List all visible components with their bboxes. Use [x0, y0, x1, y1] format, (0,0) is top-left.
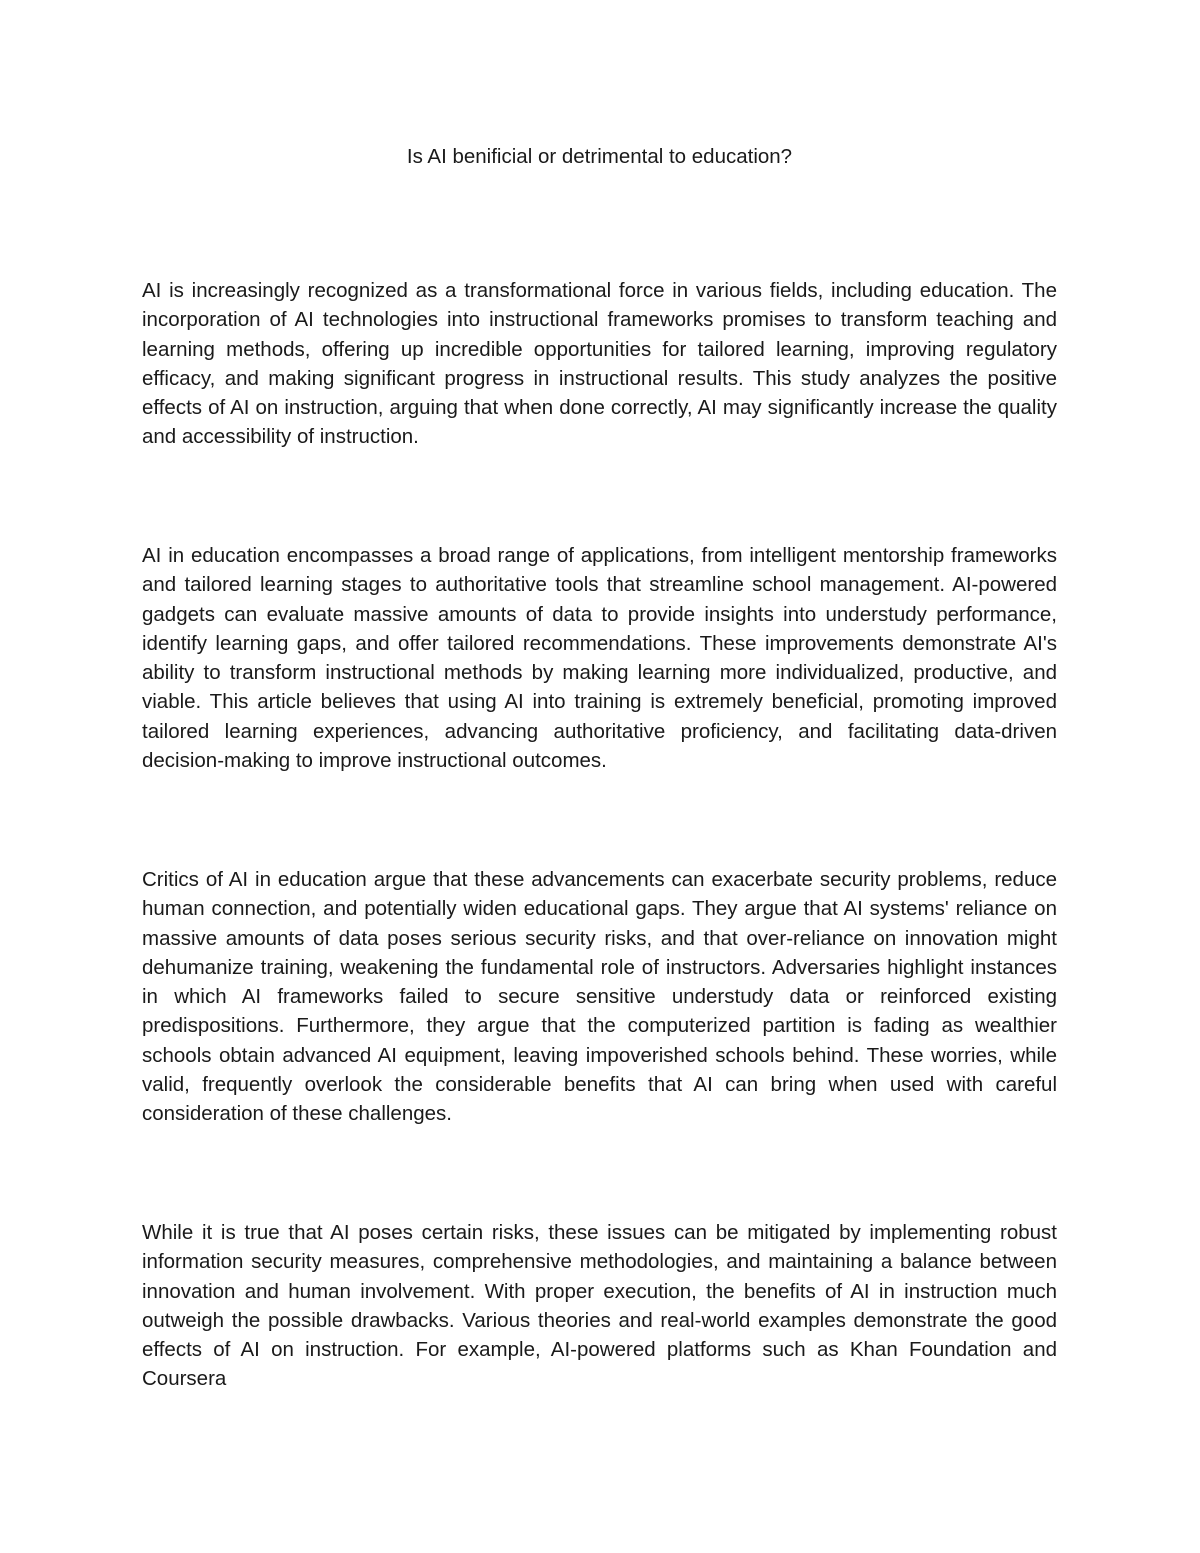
document-body [142, 0, 1057, 1553]
paragraph-introduction: AI is increasingly recognized as a transformational force in various fields, including education. The incorporation of AI technologies into instructional frameworks promises to transform teaching and learning methods, offering up incredible opportunities for tailored learning, improving regulatory efficacy, and making significant progress in instructional results. This study analyzes the positive effects of AI on instruction, arguing that when done correctly, AI may significantly increase the quality and accessibility of instruction. [142, 279, 1057, 449]
paragraph-critics: Critics of AI in education argue that these advancements can exacerbate security problems, reduce human connection, and potentially widen educational gaps. They argue that AI systems' reliance on massive amounts of data poses serious security risks, and that over-reliance on innovation might dehumanize training, weakening the fundamental role of instructors. Adversaries highlight instances in which AI frameworks failed to secure sensitive understudy data or reinforced existing predispositions. Furthermore, they argue that the computerized partition is fading as wealthier schools obtain advanced AI equipment, leaving impoverished schools behind. These worries, while valid, frequently overlook the considerable benefits that AI can bring when used with careful consideration of these challenges. [142, 868, 1057, 1126]
paragraph-rebuttal: While it is true that AI poses certain risks, these issues can be mitigated by implementing robust information security measures, comprehensive methodologies, and maintaining a balance between innovation and human involvement. With proper execution, the benefits of AI in instruction much outweigh the possible drawbacks. Various theories and real-world examples demonstrate the good effects of AI on instruction. For example, AI-powered platforms such as Khan Foundation and Coursera [142, 1221, 1057, 1391]
document-title: Is AI benificial or detrimental to education? [406, 145, 793, 168]
paragraph-applications: AI in education encompasses a broad range of applications, from intelligent mentorship frameworks and tailored learning stages to authoritative tools that streamline school management. AI-powered gadgets can evaluate massive amounts of data to provide insights into understudy performance, identify learning gaps, and offer tailored recommendations. These improvements demonstrate AI's ability to transform instructional methods by making learning more individualized, productive, and viable. This article believes that using AI into training is extremely beneficial, promoting improved tailored learning experiences, advancing authoritative proficiency, and facilitating data-driven decision-making to improve instructional outcomes. [142, 544, 1057, 773]
